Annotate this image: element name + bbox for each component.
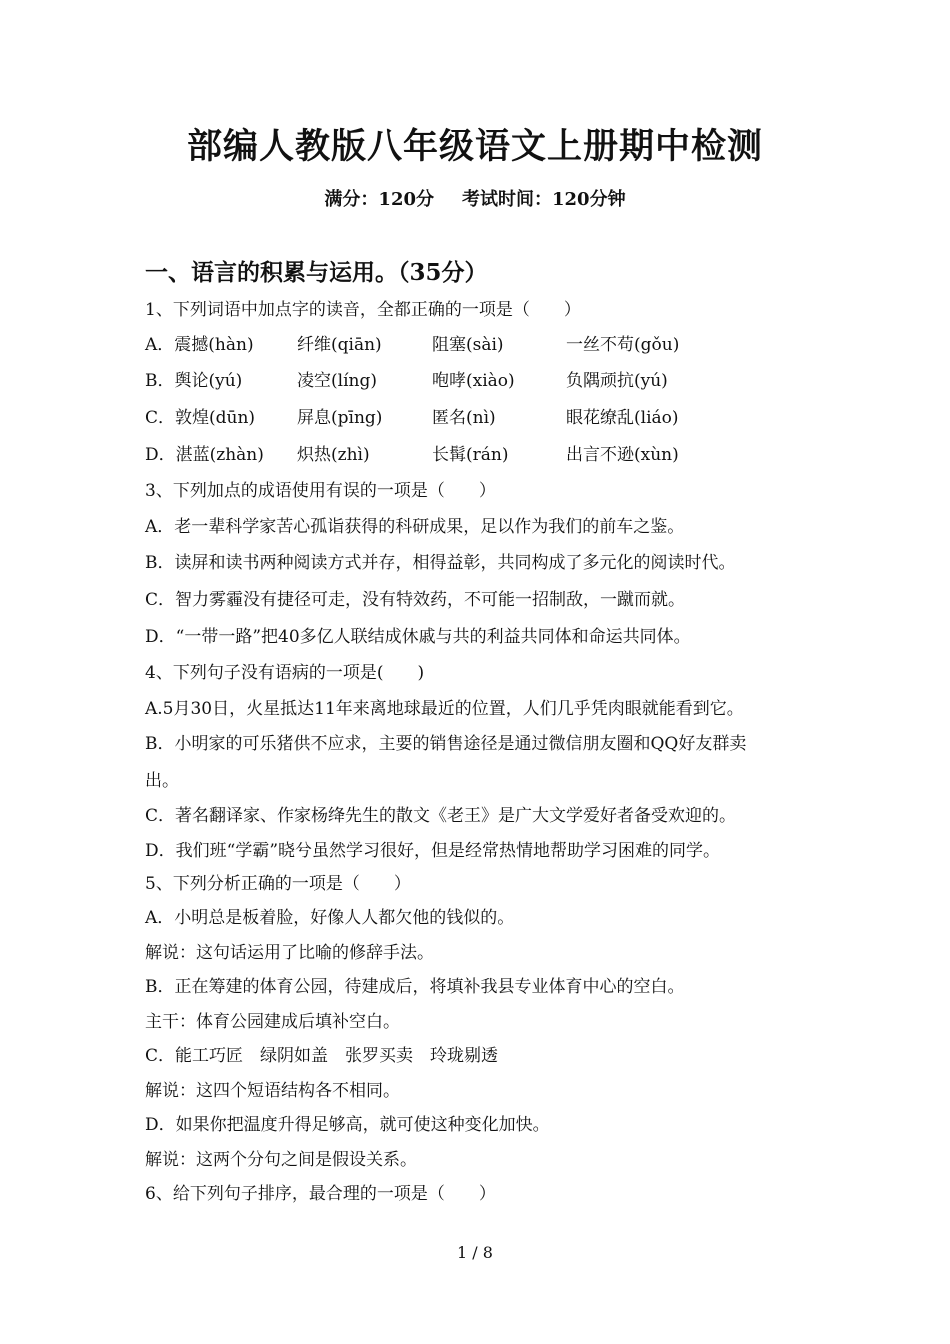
question-3-option-b: B．读屏和读书两种阅读方式并存，相得益彰，共同构成了多元化的阅读时代。 xyxy=(145,553,736,573)
question-1-option-b-word-2: 凌空(líng) xyxy=(297,371,377,391)
question-1-option-b-word-4: 负隅顽抗(yú) xyxy=(566,371,668,391)
question-1-option-a-word-4: 一丝不苟(gǒu) xyxy=(566,335,680,355)
question-4-stem: 4、下列句子没有语病的一项是( ) xyxy=(145,663,425,683)
question-1-stem: 1、下列词语中加点字的读音，全都正确的一项是（ ） xyxy=(145,300,581,320)
question-1-option-d-word-4: 出言不逊(xùn) xyxy=(566,445,679,465)
question-3-option-a: A．老一辈科学家苦心孤诣获得的科研成果，足以作为我们的前车之鉴。 xyxy=(145,517,685,537)
question-4-option-c: C．著名翻译家、作家杨绛先生的散文《老王》是广大文学爱好者备受欢迎的。 xyxy=(145,806,737,826)
question-1-option-b-word-3: 咆哮(xiào) xyxy=(432,371,515,391)
question-1-option-c-word-2: 屏息(pīng) xyxy=(297,408,383,428)
question-1-option-c-word-3: 匿名(nì) xyxy=(432,408,496,428)
page-number: 1 / 8 xyxy=(457,1243,493,1262)
page-title: 部编人教版八年级语文上册期中检测 xyxy=(186,126,763,167)
question-1-option-a-word-3: 阻塞(sài) xyxy=(432,335,504,355)
full-score: 满分：120分 xyxy=(324,189,434,210)
question-5-explanation-c: 解说：这四个短语结构各不相同。 xyxy=(145,1081,400,1101)
question-4-option-b: B．小明家的可乐猪供不应求，主要的销售途径是通过微信朋友圈和QQ好友群卖 xyxy=(145,734,747,754)
question-1-option-c-word-4: 眼花缭乱(liáo) xyxy=(566,408,679,428)
question-5-explanation-a: 解说：这句话运用了比喻的修辞手法。 xyxy=(145,943,434,963)
question-6-stem: 6、给下列句子排序，最合理的一项是（ ） xyxy=(145,1184,496,1204)
question-1-option-d-word-2: 炽热(zhì) xyxy=(297,445,370,465)
exam-info xyxy=(0,186,950,214)
question-4-option-a: A.5月30日，火星抵达11年来离地球最近的位置，人们几乎凭肉眼就能看到它。 xyxy=(145,699,744,719)
question-3-option-d: D．“一带一路”把40多亿人联结成休戚与共的利益共同体和命运共同体。 xyxy=(145,627,691,647)
question-3-stem: 3、下列加点的成语使用有误的一项是（ ） xyxy=(145,481,496,501)
question-5-option-b: B．正在筹建的体育公园，待建成后，将填补我县专业体育中心的空白。 xyxy=(145,977,685,997)
question-1-option-a-word-1: A．震撼(hàn) xyxy=(145,335,254,355)
question-5-explanation-b: 主干：体育公园建成后填补空白。 xyxy=(145,1012,400,1032)
question-5-option-a: A．小明总是板着脸，好像人人都欠他的钱似的。 xyxy=(145,908,515,928)
question-4-option-b-continued: 出。 xyxy=(145,771,179,791)
question-4-option-d: D．我们班“学霸”晓兮虽然学习很好，但是经常热情地帮助学习困难的同学。 xyxy=(145,841,721,861)
question-1-option-d-word-3: 长髯(rán) xyxy=(432,445,509,465)
question-3-option-c: C．智力雾霾没有捷径可走，没有特效药，不可能一招制敌，一蹴而就。 xyxy=(145,590,686,610)
exam-time: 考试时间：120分钟 xyxy=(462,189,626,210)
section-heading: 一、语言的积累与运用。（35分） xyxy=(145,259,488,286)
question-1-option-a-word-2: 纤维(qiān) xyxy=(297,335,382,355)
question-1-option-d-word-1: D．湛蓝(zhàn) xyxy=(145,445,264,465)
question-5-explanation-d: 解说：这两个分句之间是假设关系。 xyxy=(145,1150,417,1170)
question-1-option-b-word-1: B．舆论(yú) xyxy=(145,371,243,391)
question-5-option-d: D．如果你把温度升得足够高，就可使这种变化加快。 xyxy=(145,1115,550,1135)
question-5-option-c: C．能工巧匠 绿阴如盖 张罗买卖 玲珑剔透 xyxy=(145,1046,499,1066)
question-5-stem: 5、下列分析正确的一项是（ ） xyxy=(145,874,411,894)
question-1-option-c-word-1: C．敦煌(dūn) xyxy=(145,408,256,428)
